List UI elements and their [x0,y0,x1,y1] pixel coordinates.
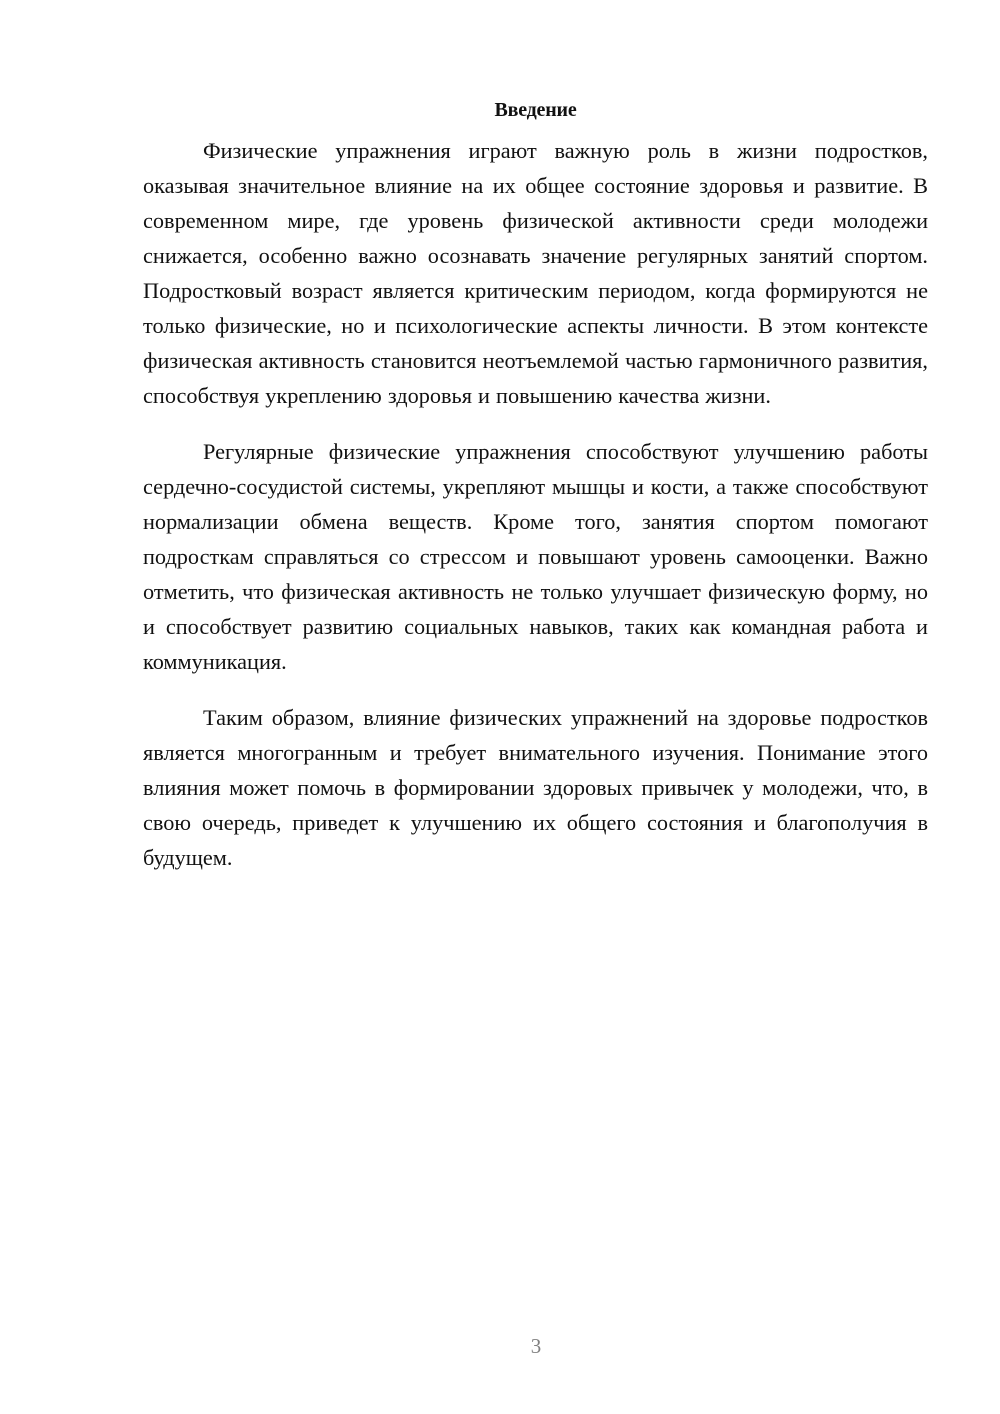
document-body [143,96,928,896]
paragraph-2: Регулярные физические упражнения способствуют улучшению работы сердечно-сосудистой системы, укрепляют мышцы и кости, а также способствуют нормализации обмена веществ. Кроме того, занятия спортом помогают подросткам справляться со стрессом и повышают уровень самооценки. Важно отметить, что физическая активность не только улучшает физическую форму, но и способствует развитию социальных навыков, таких как командная работа и коммуникация. [143,439,928,674]
section-title: Введение [494,99,577,121]
page-number: 3 [530,1334,542,1358]
paragraph-3: Таким образом, влияние физических упражнений на здоровье подростков является многогранным и требует внимательного изучения. Понимание этого влияния может помочь в формировании здоровых привычек у молодежи, что, в свою очередь, приведет к улучшению их общего состояния и благополучия в будущем. [143,705,928,870]
paragraph-1: Физические упражнения играют важную роль в жизни подростков, оказывая значительное влияние на их общее состояние здоровья и развитие. В современном мире, где уровень физической активности среди молодежи снижается, особенно важно осознавать значение регулярных занятий спортом. Подростковый возраст является критическим периодом, когда формируются не только физические, но и психологические аспекты личности. В этом контексте физическая активность становится неотъемлемой частью гармоничного развития, способствуя укреплению здоровья и повышению качества жизни. [143,138,928,408]
